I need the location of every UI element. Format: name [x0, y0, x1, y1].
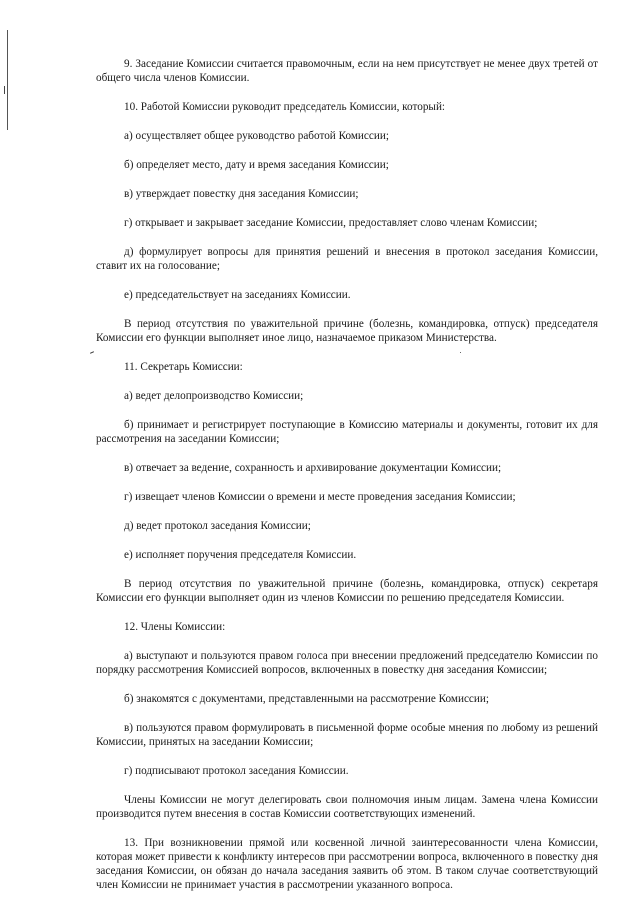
chairman-item-a: а) осуществляет общее руководство работой Комиссии; — [124, 130, 389, 142]
secretary-item-d: г) извещает членов Комиссии о времени и месте проведения заседания Комиссии; — [124, 491, 516, 503]
chairman-item-e: д) формулирует вопросы для принятия решений и внесения в протокол заседания Комиссии, ставит их на голосование; — [96, 246, 598, 272]
secretary-item-e: д) ведет протокол заседания Комиссии; — [124, 520, 311, 532]
paragraph-9-quorum: 9. Заседание Комиссии считается правомочным, если на нем присутствует не менее двух третей от общего числа членов Комиссии. — [96, 58, 598, 84]
secretary-item-c: в) отвечает за ведение, сохранность и архивирование документации Комиссии; — [124, 462, 502, 474]
scan-edge-line — [7, 30, 8, 130]
secretary-item-a: а) ведет делопроизводство Комиссии; — [124, 390, 304, 402]
chairman-item-b: б) определяет место, дату и время заседания Комиссии; — [124, 159, 389, 171]
chairman-absence-paragraph: В период отсутствия по уважительной причине (болезнь, командировка, отпуск) председателя Комиссии его функции выполняет иное лицо, назначаемое приказом Министерства. — [96, 318, 598, 344]
paragraph-11-secretary: 11. Секретарь Комиссии: — [124, 361, 243, 373]
members-item-c: в) пользуются правом формулировать в письменной форме особые мнения по любому из решений Комиссии, принятых на заседании Комиссии; — [96, 722, 598, 748]
document-body — [96, 57, 598, 892]
scan-edge-mark — [4, 86, 9, 94]
members-item-b: б) знакомятся с документами, представленными на рассмотрение Комиссии; — [124, 693, 489, 705]
members-item-d: г) подписывают протокол заседания Комиссии. — [124, 765, 349, 777]
members-item-a: а) выступают и пользуются правом голоса при внесении предложений председателю Комиссии по порядку рассмотрения Комиссией вопросов, включенных в повестку дня заседания Комиссии; — [96, 650, 598, 676]
scan-speck — [90, 351, 94, 354]
paragraph-13-conflict-of-interest: 13. При возникновении прямой или косвенной личной заинтересованности члена Комиссии, которая может привести к конфликту интересов при рассмотрении вопроса, включенного в повестку дня заседания Комиссии, он обязан до начала заседания заявить об этом. В таком случае соответствующий член Комиссии не принимает участия в рассмотрении указанного вопроса. — [96, 837, 598, 891]
members-delegation-paragraph: Члены Комиссии не могут делегировать свои полномочия иным лицам. Замена члена Комиссии производится путем внесения в состав Комиссии соответствующих изменений. — [96, 794, 598, 820]
paragraph-10-chairman: 10. Работой Комиссии руководит председатель Комиссии, который: — [124, 101, 446, 113]
secretary-item-f: е) исполняет поручения председателя Комиссии. — [124, 549, 357, 561]
paragraph-12-members: 12. Члены Комиссии: — [124, 621, 226, 633]
secretary-item-b: б) принимает и регистрирует поступающие в Комиссию материалы и документы, готовит их для рассмотрения на заседании Комиссии; — [96, 419, 598, 445]
secretary-absence-paragraph: В период отсутствия по уважительной причине (болезнь, командировка, отпуск) секретаря Комиссии его функции выполняет один из членов Комиссии по решению председателя Комиссии. — [96, 578, 598, 604]
chairman-item-d: г) открывает и закрывает заседание Комиссии, предоставляет слово членам Комиссии; — [124, 217, 538, 229]
chairman-item-c: в) утверждает повестку дня заседания Комиссии; — [124, 188, 359, 200]
chairman-item-f: е) председательствует на заседаниях Комиссии. — [124, 289, 351, 301]
